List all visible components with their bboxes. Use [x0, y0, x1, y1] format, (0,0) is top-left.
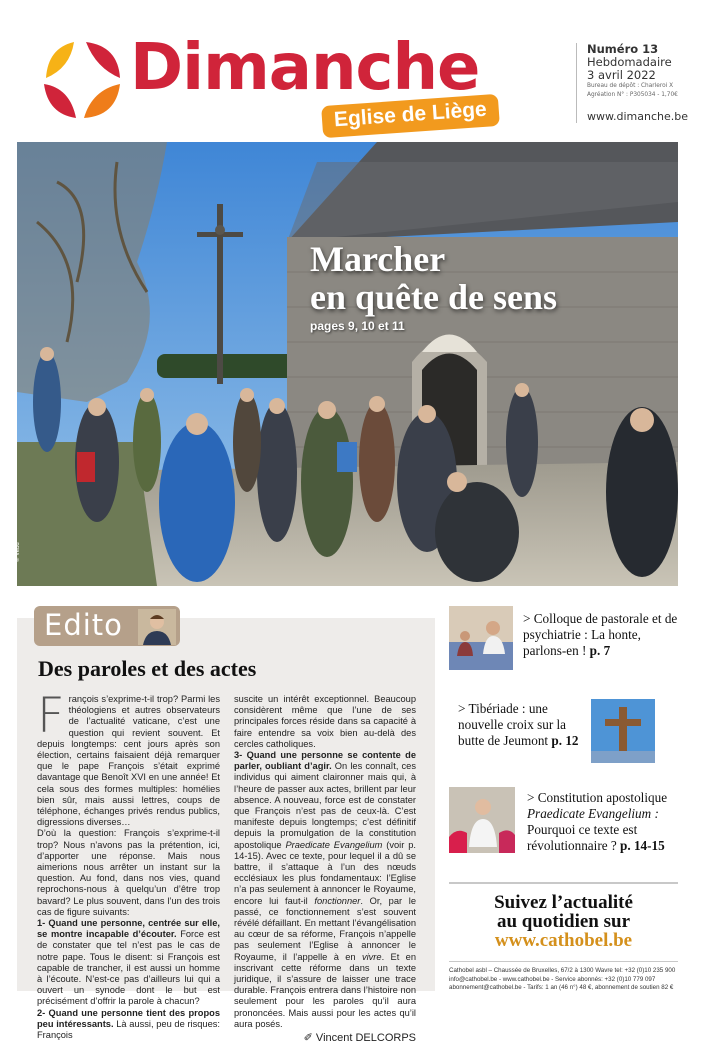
teaser-2[interactable]	[458, 701, 588, 749]
teaser-chevron: >	[458, 701, 469, 716]
issue-date: 3 avril 2022	[587, 68, 656, 82]
teaser-3-text: Constitution apostolique	[537, 790, 668, 805]
teaser-3[interactable]	[527, 790, 682, 854]
site-url-link[interactable]: www.dimanche.be	[587, 110, 688, 123]
issue-frequency: Hebdomadaire	[587, 55, 672, 69]
edito-paragraph: (voir p. 14-15). Avec ce texte, pour lequel il a dû se battre, il s’attaque à l’un des nœuds ecclésiaux les plus fondamentaux: l’Eglise n’a pas seulement à annoncer le Royaume, encore lui faut-il	[234, 839, 416, 906]
issue-number: Numéro 13	[587, 42, 659, 56]
edito-point-2: 2- Quand une personne tient des propos peu intéressants.	[37, 1007, 220, 1029]
teaser-1[interactable]	[523, 611, 683, 659]
edito-paragraph: On les connaît, ces individus qui aiment claironner mais qui, à l’heure de passer aux actes, brillent par leur absence. A nouveau, force est de constater que François n’est pas de ceux-là. C’est manifeste depuis longtemps; c’est définitif depuis la promulgation de la constitution apostolique	[234, 761, 416, 850]
edito-column-1	[37, 688, 221, 1041]
follow-line-2: au quotidien sur	[496, 911, 631, 932]
edition-badge: Eglise de Liège	[321, 94, 500, 138]
teaser-1-text: Colloque de pastorale et de psychiatrie : La honte, parlons-en !	[523, 611, 678, 658]
edito-point-1: 1- Quand une personne, centrée sur elle, se montre incapable d’écouter.	[37, 918, 220, 940]
teaser-2-text: Tibériade : une nouvelle croix sur la butte de Jeumont	[458, 701, 567, 748]
teaser-3-photo[interactable]	[449, 787, 515, 853]
edito-point-3: 3- Quand une personne se contente de parler, oubliant d’agir.	[234, 750, 416, 772]
teaser-chevron: >	[527, 790, 538, 805]
edito-paragraph: . Or, par le passé, ce fonctionnement s’est souvent révélé défaillant. En mettant l’évangélisation au cœur de sa réforme, François n’appelle pas seulement l’Eglise à annoncer le Royaume, il l’appelle à en	[234, 895, 416, 962]
teaser-3-text-2: Pourquoi ce texte est révolutionnaire ?	[527, 822, 638, 853]
teaser-1-page: p. 7	[589, 643, 611, 658]
issue-agreement: Agréation N° : P305034 - 1,70€	[587, 92, 678, 98]
follow-url-link[interactable]: www.cathobel.be	[494, 930, 633, 951]
edito-headline: Des paroles et des actes	[38, 656, 257, 681]
publisher-address: Cathobel asbl – Chaussée de Bruxelles, 67/2 à 1300 Wavre tel: +32 (0)10 235 900	[449, 967, 676, 974]
teaser-1-photo[interactable]	[449, 606, 513, 670]
edito-column-2	[234, 694, 416, 1044]
brand-name: Dimanche	[130, 31, 480, 105]
teaser-2-page: p. 12	[551, 733, 579, 748]
issue-deposit: Bureau de dépôt : Charleroi X	[587, 83, 674, 89]
hero-photo	[17, 142, 678, 586]
divider	[449, 882, 678, 884]
dimanche-logo-icon	[40, 38, 124, 122]
edito-paragraph: D’où la question: François s’exprime-t-il trop? Nous n’avons pas la prétention, ici, d’apporter une réponse. Mais nous aimerions nous arrêter un instant sur la question. Au fond, dans nos vies, quand reprochons-nous à quelqu’un d’être trop bavard? Le plus souvent, dans l’un des trois cas de figure suivants:	[37, 828, 220, 917]
hero-title-line-1: Marcher	[310, 239, 446, 279]
teaser-3-italic: Praedicate Evangelium :	[527, 806, 659, 821]
divider	[449, 961, 678, 962]
hero-headline[interactable]	[310, 240, 557, 316]
follow-line-1: Suivez l’actualité	[494, 892, 633, 913]
edito-paragraph: . Et en inscrivant cette réforme dans un texte juridique, il s’assure de laisser une trace durable. François entrera dans l’histoire non seulement pour les paroles qu’il aura prononcées. Mais aussi pour les actes qu’il aura posés.	[234, 951, 417, 1029]
edito-author: ✐ Vincent DELCORPS	[303, 1032, 416, 1044]
teaser-3-page: p. 14-15	[620, 838, 665, 853]
publisher-contact: info@cathobel.be - www.cathobel.be - Service abonnés: +32 (0)10 779 097	[449, 975, 656, 983]
author-avatar	[138, 609, 176, 645]
hero-page-ref: pages 9, 10 et 11	[310, 319, 405, 333]
edito-paragraph: rançois s’exprime-t-il trop? Parmi les théologiens et autres observateurs de l’actualité vaticane, c’est une question qui revient souvent. Et depuis longtemps: cent jours après son élection, certains faisaient déjà remarquer que le pape François s’était exprimé davantage que Benoît XVI en une année! Et cela sous des formes multiples: homélies bien sûr, mais aussi lettres, coups de téléphone, échanges privés rendus publics, digressions diverses…	[37, 694, 220, 828]
teaser-2-photo[interactable]	[591, 699, 655, 763]
edito-italic: Praedicate Evangelium	[285, 839, 383, 850]
photo-credit: © Vebu	[15, 542, 21, 562]
edito-paragraph: Force est de constater que tel n’est pas le cas de notre pape. Tous le disent: si François est capable de trancher, il est aussi un homme à l’écoute. N’est-ce pas d’ailleurs lui qui a ouvert un synode dont le but est précisément d’offrir la parole à chacun?	[37, 929, 220, 1007]
edito-italic: vivre	[361, 951, 382, 962]
issue-info	[576, 43, 707, 123]
edito-label: Edito	[44, 608, 123, 642]
edito-paragraph: Là aussi, peu de risques: François	[37, 1018, 221, 1041]
teaser-chevron: >	[523, 611, 534, 626]
hero-title-line-2: en quête de sens	[310, 277, 558, 317]
edito-italic: fonctionner	[314, 895, 361, 906]
follow-promo	[449, 893, 678, 950]
publisher-info	[449, 967, 684, 993]
edito-paragraph: suscite un intérêt exceptionnel. Beaucoup considèrent même que l’une de ses principales forces réside dans sa capacité à faire entendre sa voix bien au-delà des cercles catholiques.	[234, 694, 416, 749]
subscription-info: abonnement@cathobel.be - Tarifs: 1 an (46 n°) 48 €, abonnement de soutien 82 €	[449, 984, 674, 992]
hero-photo-illustration	[17, 142, 678, 586]
dropcap: F	[37, 688, 65, 744]
